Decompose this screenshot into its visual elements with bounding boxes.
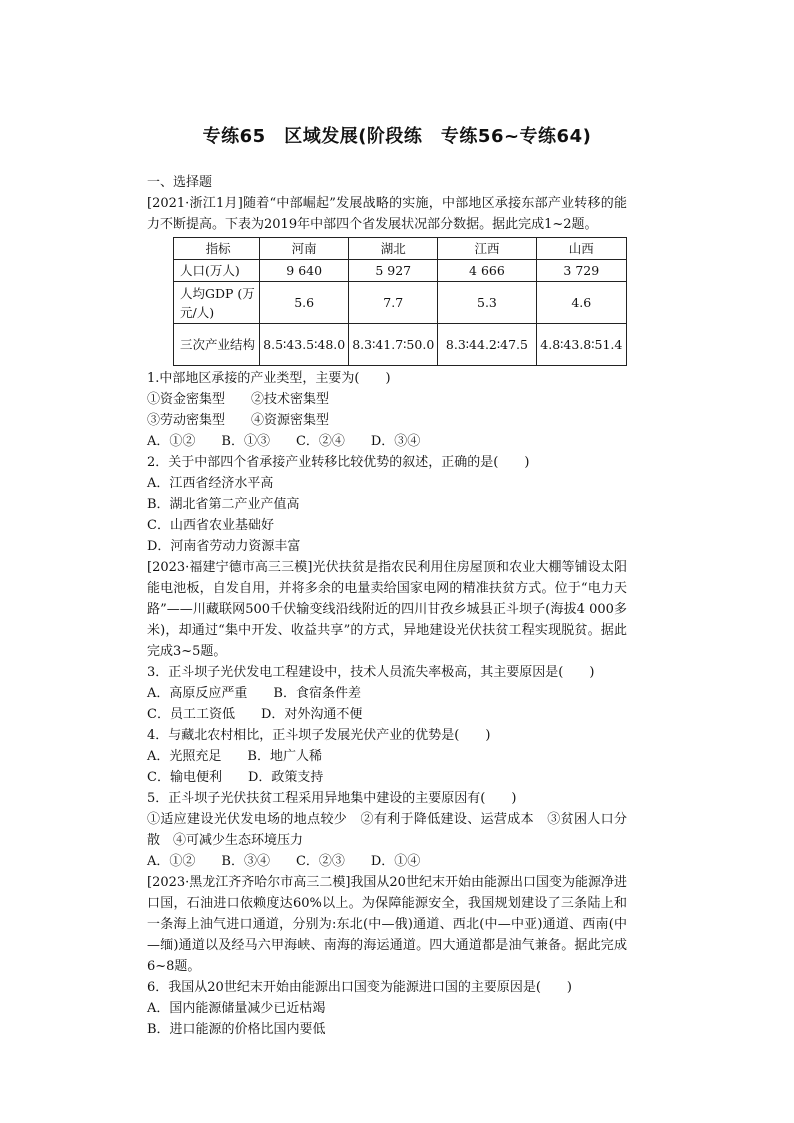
table-cell: 5.6 (260, 282, 349, 324)
page-title: 专练65 区域发展(阶段练 专练56~专练64) (202, 126, 592, 147)
province-data-table (173, 237, 627, 366)
table-cell: 4.8∶43.8∶51.4 (536, 324, 626, 366)
table-cell: 5 927 (349, 260, 438, 282)
table-cell: 7.7 (349, 282, 438, 324)
question-4-options: A．光照充足 B．地广人稀 (147, 749, 322, 764)
question-1-options: ③劳动密集型 ④资源密集型 (147, 413, 330, 428)
table-row (174, 324, 627, 366)
table-cell: 人口(万人) (174, 260, 260, 282)
question-3-options: C．员工工资低 D．对外沟通不便 (147, 707, 363, 722)
question-3-stem: 3．正斗坝子光伏发电工程建设中，技术人员流失率极高，其主要原因是( ) (147, 665, 595, 680)
table-row (174, 260, 627, 282)
question-2-option-c: C．山西省农业基础好 (147, 518, 274, 533)
table-header-row (174, 238, 627, 260)
question-6-option-a: A．国内能源储量减少已近枯竭 (147, 1001, 326, 1016)
table-cell: 3 729 (536, 260, 626, 282)
section-heading: 一、选择题 (147, 175, 213, 190)
table-cell: 8.3∶44.2∶47.5 (438, 324, 536, 366)
question-5-options: ①适应建设光伏发电场的地点较少 ②有利于降低建设、运营成本 ③贫困人口分散 ④可减少生态环境压力 (147, 812, 627, 848)
intro-paragraph-2: [2023·福建宁德市高三三模]光伏扶贫是指农民利用住房屋顶和农业大棚等铺设太阳能电池板，自发自用，并将多余的电量卖给国家电网的精准扶贫方式。位于“电力天路”——川藏联网500千伏输变线沿线附近的四川甘孜乡城县正斗坝子(海拔4 000多米)，却通过“集中开发、收益共享”的方式，异地建设光伏扶贫工程实现脱贫。据此完成3~5题。 (147, 560, 627, 659)
question-2-option-d: D．河南省劳动力资源丰富 (147, 539, 301, 554)
table-header: 江西 (438, 238, 536, 260)
table-cell: 8.3∶41.7∶50.0 (349, 324, 438, 366)
table-row (174, 282, 627, 324)
document-body (147, 172, 627, 1040)
question-2-option-b: B．湖北省第二产业产值高 (147, 497, 300, 512)
question-4-options: C．输电便利 D．政策支持 (147, 770, 324, 785)
question-4-stem: 4．与藏北农村相比，正斗坝子发展光伏产业的优势是( ) (147, 728, 491, 743)
table-header: 湖北 (349, 238, 438, 260)
question-1-stem: 1.中部地区承接的产业类型，主要为( ) (147, 371, 391, 386)
question-2-stem: 2．关于中部四个省承接产业转移比较优势的叙述，正确的是( ) (147, 455, 530, 470)
question-5-stem: 5．正斗坝子光伏扶贫工程采用异地集中建设的主要原因有( ) (147, 791, 517, 806)
table-header: 河南 (260, 238, 349, 260)
table-header: 山西 (536, 238, 626, 260)
table-cell: 人均GDP (万元/人) (174, 282, 260, 324)
table-cell: 8.5∶43.5∶48.0 (260, 324, 349, 366)
question-1-choices: A．①② B．①③ C．②④ D．③④ (147, 434, 421, 449)
table-cell: 4.6 (536, 282, 626, 324)
table-cell: 三次产业结构 (174, 324, 260, 366)
question-5-choices: A．①② B．③④ C．②③ D．①④ (147, 854, 421, 869)
question-6-option-b: B．进口能源的价格比国内要低 (147, 1022, 326, 1037)
question-3-options: A．高原反应严重 B．食宿条件差 (147, 686, 361, 701)
question-1-options: ①资金密集型 ②技术密集型 (147, 392, 330, 407)
intro-paragraph-1: [2021·浙江1月]随着“中部崛起”发展战略的实施，中部地区承接东部产业转移的能力不断提高。下表为2019年中部四个省发展状况部分数据。据此完成1~2题。 (147, 196, 627, 232)
table-cell: 9 640 (260, 260, 349, 282)
question-6-stem: 6．我国从20世纪末开始由能源出口国变为能源进口国的主要原因是( ) (147, 980, 572, 995)
table-cell: 5.3 (438, 282, 536, 324)
intro-paragraph-3: [2023·黑龙江齐齐哈尔市高三二模]我国从20世纪末开始由能源出口国变为能源净进口国，石油进口依赖度达60%以上。为保障能源安全，我国规划建设了三条陆上和一条海上油气进口通道，分别为:东北(中—俄)通道、西北(中—中亚)通道、西南(中—缅)通道以及经马六甲海峡、南海的海运通道。四大通道都是油气兼备。据此完成6~8题。 (147, 875, 627, 974)
table-cell: 4 666 (438, 260, 536, 282)
question-2-option-a: A．江西省经济水平高 (147, 476, 274, 491)
table-header: 指标 (174, 238, 260, 260)
